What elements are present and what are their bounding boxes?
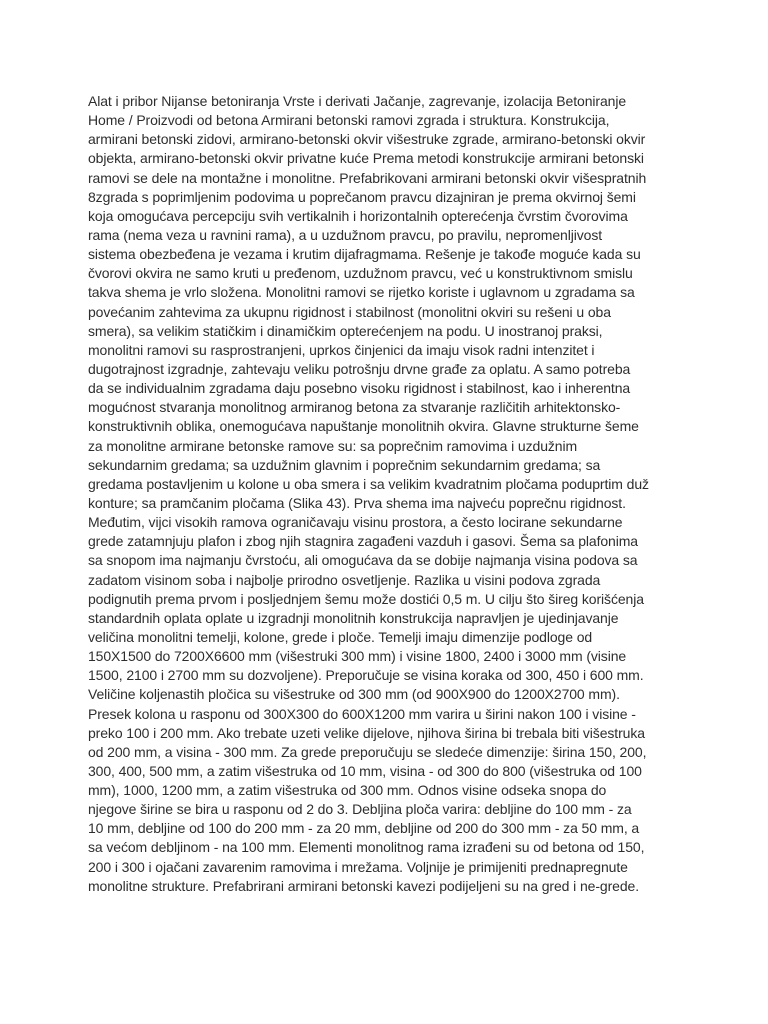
text-line: 300, 400, 500 mm, a zatim višestruka od 10 mm, visina - od 300 do 800 (višestruka od 100 xyxy=(88,762,642,779)
text-line: konstruktivnih oblika, onemogućava napuštanje monolitnih okvira. Glavne strukturne šeme xyxy=(88,418,639,435)
text-line: 150X1500 do 7200X6600 mm (višestruki 300 mm) i visine 1800, 2400 i 3000 mm (visine xyxy=(88,648,627,665)
text-line: monolitne strukture. Prefabrirani armirani betonski kavezi podijeljeni su na gred i ne-grede. xyxy=(88,877,639,894)
text-line: podignutih prema prvom i posljednjem šemu može dostići 0,5 m. U cilju što šireg korišćenja xyxy=(88,590,644,607)
text-line: konture; sa pramčanim pločama (Slika 43). Prva shema ima najveću poprečnu rigidnost. xyxy=(88,494,626,511)
text-line: rama (nema veza u ravnini rama), a u uzdužnom pravcu, po pravilu, nepromenljivost xyxy=(88,226,603,243)
text-line: Veličine koljenastih pločica su višestruke od 300 mm (od 900X900 do 1200X2700 mm). xyxy=(88,686,620,703)
text-line: za monolitne armirane betonske ramove su: sa poprečnim ramovima i uzdužnim xyxy=(88,437,578,454)
text-line: sekundarnim gredama; sa uzdužnim glavnim i poprečnim sekundarnim gredama; sa xyxy=(88,456,601,473)
text-line: sa snopom ima najmanju čvrstoću, ali omogućava da se dobije najmanja visina podova sa xyxy=(88,552,638,569)
text-line: smera), sa velikim statičkim i dinamičkim opterećenjem na podu. U inostranoj praksi, xyxy=(88,322,603,339)
text-line: Home / Proizvodi od betona Armirani betonski ramovi zgrada i struktura. Konstrukcija, xyxy=(88,112,610,129)
text-line: 1500, 2100 i 2700 mm su dozvoljene). Preporučuje se visina koraka od 300, 450 i 600 mm. xyxy=(88,667,644,684)
text-line: da se individualnim zgradama daju posebno visoku rigidnost i stabilnost, kao i inherentna xyxy=(88,380,631,397)
text-line: zadatom visinom soba i najbolje prirodno osvetljenje. Razlika u visini podova zgrada xyxy=(88,571,601,588)
text-line: povećanim zahtevima za ukupnu rigidnost i stabilnost (monolitni okviri su rešeni u oba xyxy=(88,303,611,320)
text-line: preko 100 i 200 mm. Ako trebate uzeti velike dijelove, njihova širina bi trebala biti višestruka xyxy=(88,724,645,741)
text-line: 10 mm, debljine od 100 do 200 mm - za 20 mm, debljine od 200 do 300 mm - za 50 mm, a xyxy=(88,820,640,837)
text-line: mogućnost stvaranja monolitnog armiranog betona za stvaranje različitih arhitektonsko- xyxy=(88,399,621,416)
text-line: sistema obezbeđena je vezama i krutim dijafragmama. Rešenje je takođe moguće kada su xyxy=(88,246,641,263)
text-line: dugotrajnost izgradnje, zahtevaju veliku potrošnju drvne građe za oplatu. A samo potreba xyxy=(88,360,631,377)
text-line: čvorovi okvira ne samo kruti u pređenom, uzdužnom pravcu, već u konstruktivnom smislu xyxy=(88,265,633,282)
text-line: armirani betonski zidovi, armirano-betonski okvir višestruke zgrade, armirano-betonski okvir xyxy=(88,131,646,148)
text-line: koja omogućava percepciju svih vertikalnih i horizontalnih opterećenja čvrstim čvorovima xyxy=(88,207,628,224)
text-line: Presek kolona u rasponu od 300X300 do 600X1200 mm varira u širini nakon 100 i visine - xyxy=(88,705,636,722)
text-line: grede zatamnjuju plafon i zbog njih stagnira zagađeni vazduh i gasovi. Šema sa plafonima xyxy=(88,533,638,550)
text-line: objekta, armirano-betonski okvir privatne kuće Prema metodi konstrukcije armirani betonski xyxy=(88,150,644,167)
text-line: gredama postavljenim u kolone u oba smera i sa velikim kvadratnim pločama poduprtim duž xyxy=(88,475,649,492)
text-line: Alat i pribor Nijanse betoniranja Vrste i derivati Jačanje, zagrevanje, izolacija Betoniranje xyxy=(88,93,627,109)
text-line: 200 i 300 i ojačani zavarenim ramovima i mrežama. Voljnije je primijeniti prednapregnute xyxy=(88,858,628,875)
text-line: takva shema je vrlo složena. Monolitni ramovi se rijetko koriste i uglavnom u zgradama sa xyxy=(88,284,635,301)
text-line: ramovi se dele na montažne i monolitne. Prefabrikovani armirani betonski okvir višespratnih xyxy=(88,169,647,186)
text-line: mm), 1000, 1200 mm, a zatim višestruka od 300 mm. Odnos visine odseka snopa do xyxy=(88,782,607,799)
text-line: standardnih oplata oplate u izgradnji monolitnih konstrukcija napravljen je ujedinjavanje xyxy=(88,609,619,626)
article-body-text xyxy=(88,92,684,896)
text-line: veličina monolitni temelji, kolone, grede i ploče. Temelji imaju dimenzije podloge od xyxy=(88,628,593,645)
text-line: monolitni ramovi su rasprostranjeni, uprkos činjenici da imaju visok radni intenzitet i xyxy=(88,341,595,358)
text-line: od 200 mm, a visina - 300 mm. Za grede preporučuju se sledeće dimenzije: širina 150, 200, xyxy=(88,743,647,760)
text-line: njegove širine se bira u rasponu od 2 do 3. Debljina ploča varira: debljine do 100 mm - za xyxy=(88,801,632,818)
text-line: sa većom debljinom - na 100 mm. Elementi monolitnog rama izrađeni su od betona od 150, xyxy=(88,839,645,856)
text-line: 8zgrada s poprimljenim podovima u poprečanom pravcu dizajniran je prema okvirnoj šemi xyxy=(88,188,636,205)
text-line: Međutim, vijci visokih ramova ograničavaju visinu prostora, a često locirane sekundarne xyxy=(88,514,623,531)
